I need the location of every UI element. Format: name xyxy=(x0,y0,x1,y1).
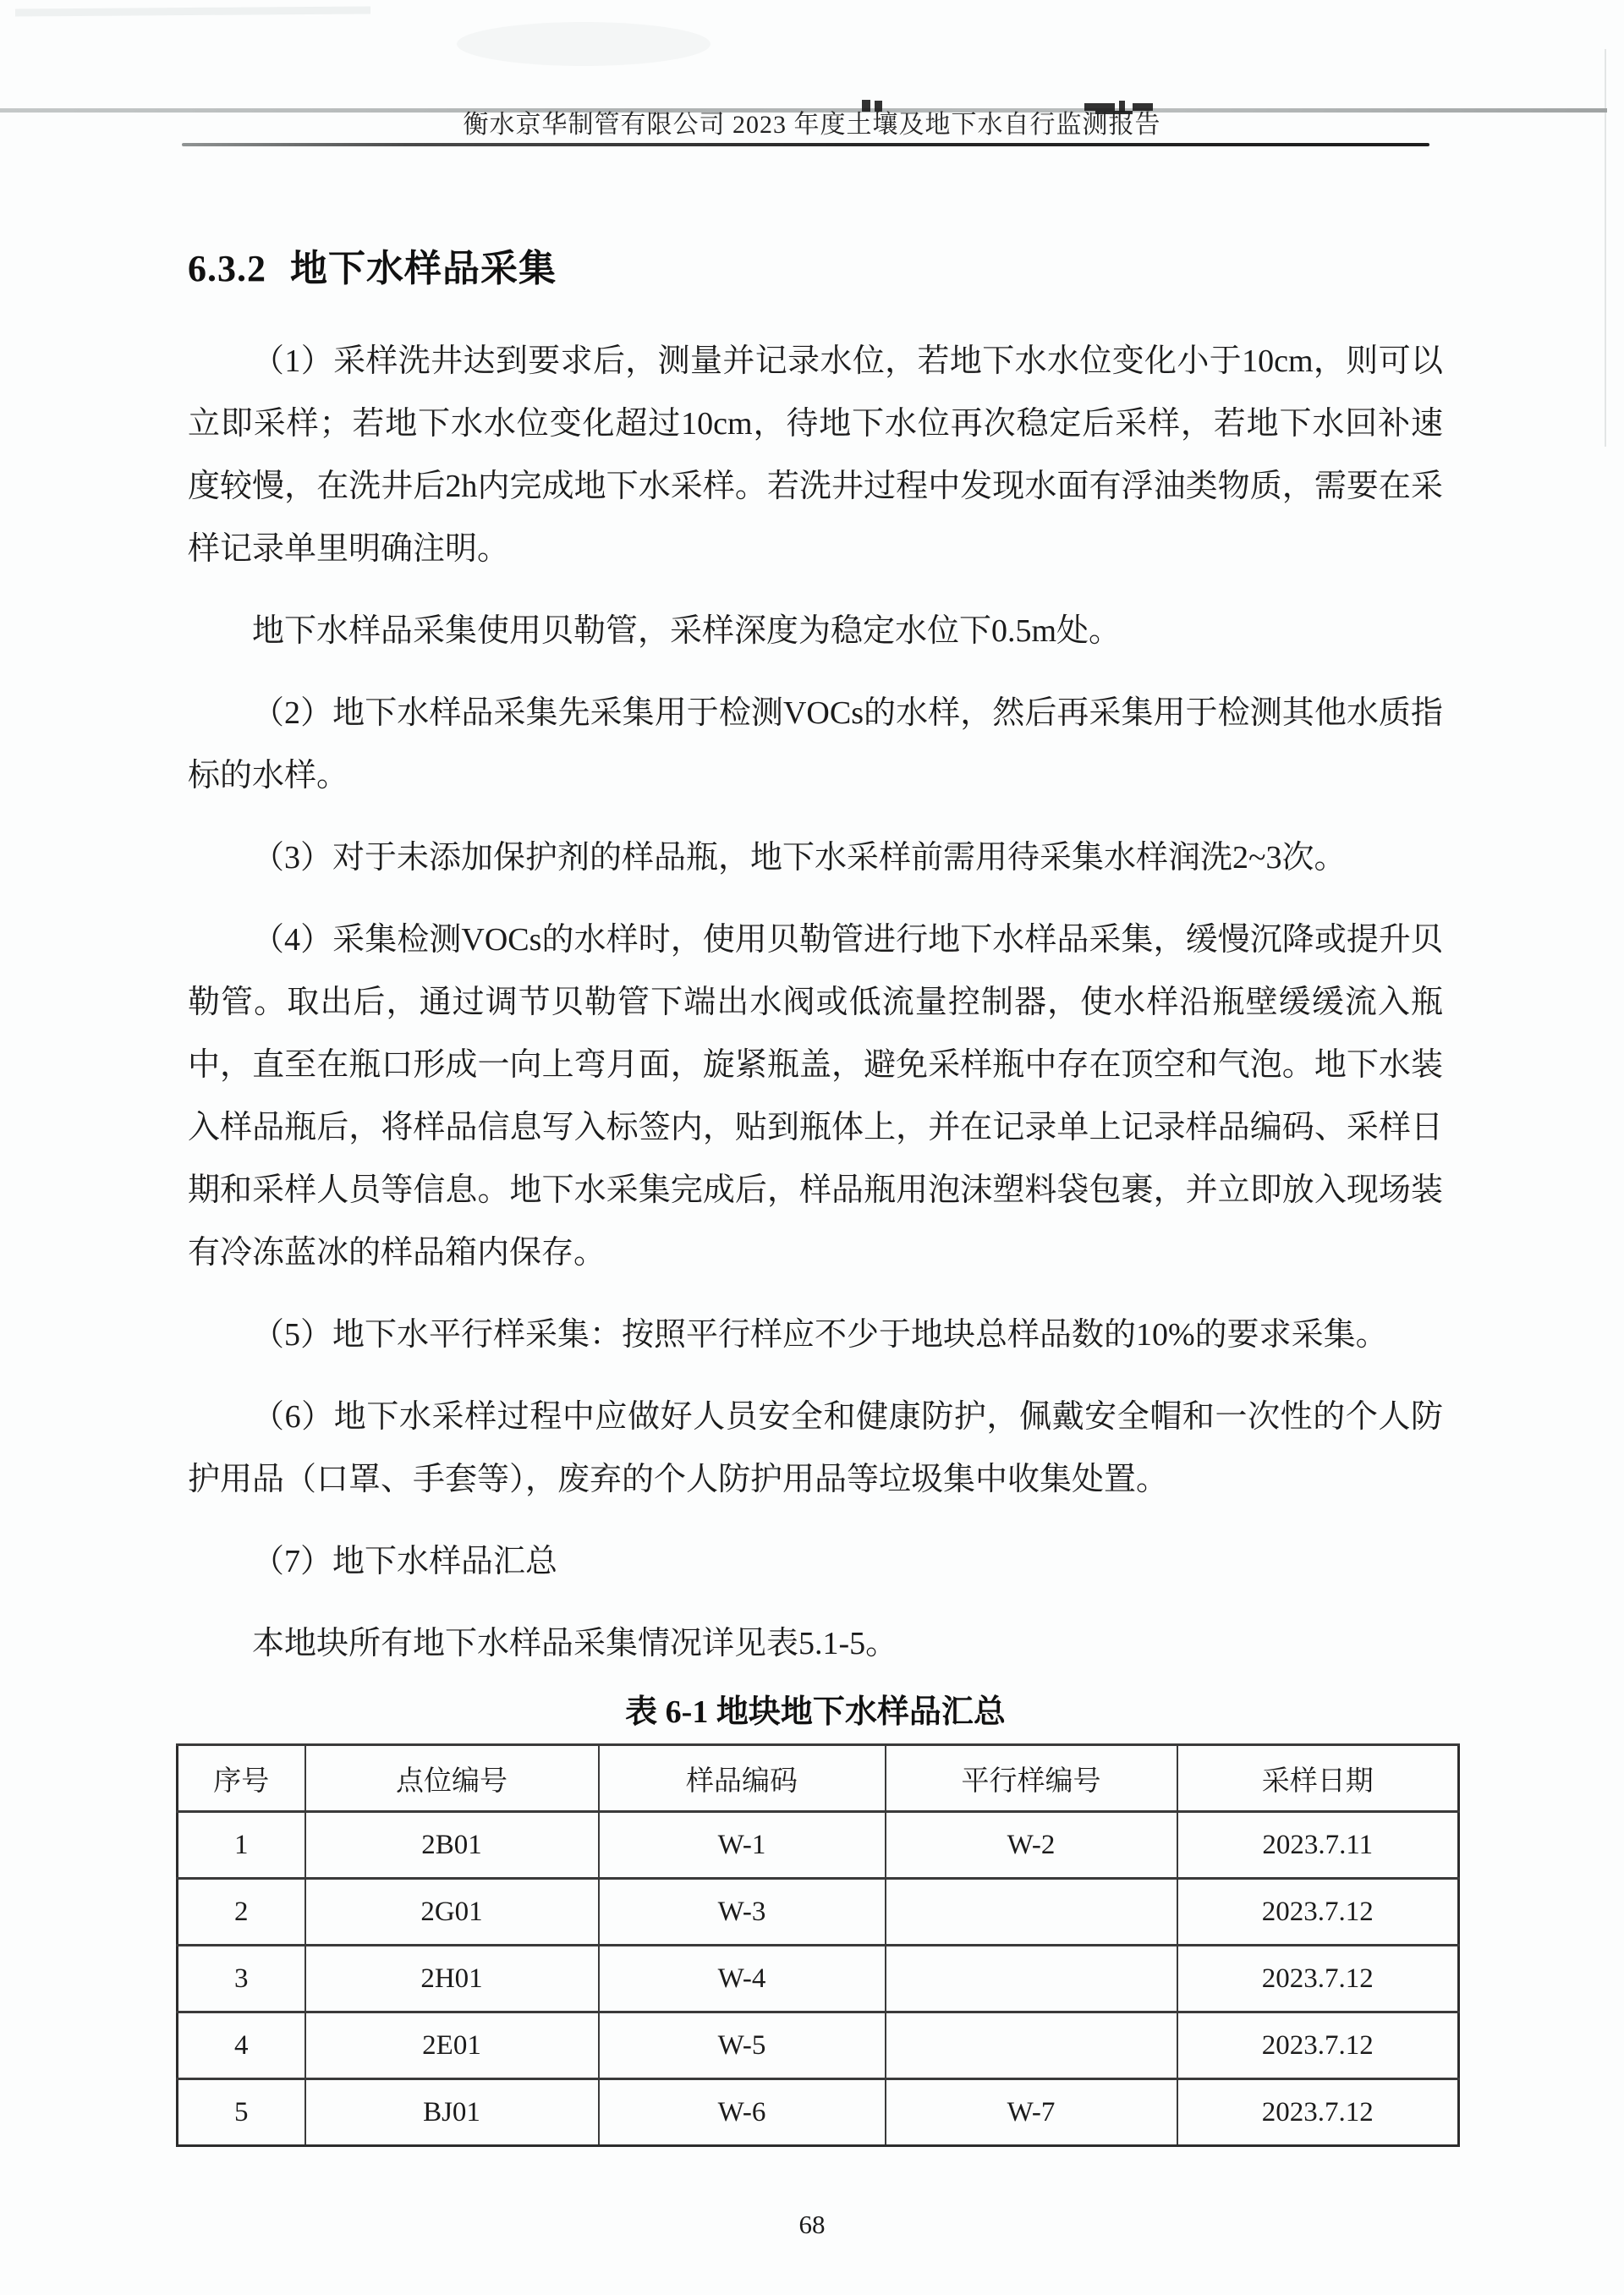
table-cell: W-2 xyxy=(886,1812,1177,1879)
col-header-sampling-date: 采样日期 xyxy=(1177,1745,1459,1812)
col-header-sample-code: 样品编码 xyxy=(599,1745,886,1812)
document-body xyxy=(188,0,1443,2147)
table-cell xyxy=(886,2012,1177,2079)
table-cell: W-4 xyxy=(599,1946,886,2012)
table-row xyxy=(178,1812,1459,1879)
paragraph: （2）地下水样品采集先采集用于检测VOCs的水样，然后再采集用于检测其他水质指标的水样。 xyxy=(188,695,1443,793)
col-header-point-id: 点位编号 xyxy=(305,1745,599,1812)
table-cell: BJ01 xyxy=(305,2079,599,2146)
table-cell: 2023.7.12 xyxy=(1177,1946,1459,2012)
table-cell: W-1 xyxy=(599,1812,886,1879)
table-cell: 2G01 xyxy=(305,1879,599,1946)
paragraph: （3）对于未添加保护剂的样品瓶，地下水采样前需用待采集水样润洗2~3次。 xyxy=(252,840,1347,876)
paragraph: 本地块所有地下水样品采集情况详见表5.1-5。 xyxy=(252,1626,898,1661)
table-cell xyxy=(886,1879,1177,1946)
table-cell: W-3 xyxy=(599,1879,886,1946)
header-title: 衡水京华制管有限公司 2023 年度土壤及地下水自行监测报告 xyxy=(463,111,1161,139)
table-cell: W-7 xyxy=(886,2079,1177,2146)
table-cell: 2023.7.12 xyxy=(1177,1879,1459,1946)
paragraph: （1）采样洗井达到要求后，测量并记录水位，若地下水水位变化小于10cm，则可以立即采样；若地下水水位变化超过10cm，待地下水位再次稳定后采样，若地下水回补速度较慢，在洗井后2h内完成地下水采样。若洗井过程中发现水面有浮油类物质，需要在采样记录单里明确注明。 xyxy=(188,343,1443,567)
col-header-index: 序号 xyxy=(178,1745,305,1812)
section-heading xyxy=(188,247,1443,291)
table-header-row xyxy=(178,1745,1459,1812)
paragraph: （5）地下水平行样采集：按照平行样应不少于地块总样品数的10%的要求采集。 xyxy=(252,1317,1388,1353)
groundwater-sample-summary-table xyxy=(176,1743,1460,2147)
table-row xyxy=(178,2079,1459,2146)
table-cell: 3 xyxy=(178,1946,305,2012)
table-cell: W-6 xyxy=(599,2079,886,2146)
page-number: 68 xyxy=(798,2210,826,2239)
table-cell: 1 xyxy=(178,1812,305,1879)
paragraph: 地下水样品采集使用贝勒管，采样深度为稳定水位下0.5m处。 xyxy=(252,613,1122,649)
table-cell: 2B01 xyxy=(305,1812,599,1879)
table-row xyxy=(178,2012,1459,2079)
table-cell: 2023.7.12 xyxy=(1177,2012,1459,2079)
section-number: 6.3.2 xyxy=(188,248,266,289)
table-cell: 5 xyxy=(178,2079,305,2146)
table-cell: 2E01 xyxy=(305,2012,599,2079)
table-row xyxy=(178,1946,1459,2012)
paragraph: （7）地下水样品汇总 xyxy=(252,1544,558,1579)
table-cell: 2023.7.12 xyxy=(1177,2079,1459,2146)
table-row xyxy=(178,1879,1459,1946)
col-header-duplicate-code: 平行样编号 xyxy=(886,1745,1177,1812)
section-title: 地下水样品采集 xyxy=(290,248,557,289)
table-cell: 2023.7.11 xyxy=(1177,1812,1459,1879)
table-cell: 4 xyxy=(178,2012,305,2079)
table-cell: 2H01 xyxy=(305,1946,599,2012)
table-cell: 2 xyxy=(178,1879,305,1946)
table-cell: W-5 xyxy=(599,2012,886,2079)
paragraph: （4）采集检测VOCs的水样时，使用贝勒管进行地下水样品采集，缓慢沉降或提升贝勒管。取出后，通过调节贝勒管下端出水阀或低流量控制器，使水样沿瓶壁缓缓流入瓶中，直至在瓶口形成一向上弯月面，旋紧瓶盖，避免采样瓶中存在顶空和气泡。地下水装入样品瓶后，将样品信息写入标签内，贴到瓶体上，并在记录单上记录样品编码、采样日期和采样人员等信息。地下水采集完成后，样品瓶用泡沫塑料袋包裹，并立即放入现场装有冷冻蓝冰的样品箱内保存。 xyxy=(188,922,1443,1271)
table-title: 表 6-1 地块地下水样品汇总 xyxy=(625,1694,1006,1730)
table-cell xyxy=(886,1946,1177,2012)
paragraph: （6）地下水采样过程中应做好人员安全和健康防护，佩戴安全帽和一次性的个人防护用品（口罩、手套等），废弃的个人防护用品等垃圾集中收集处置。 xyxy=(188,1399,1443,1497)
